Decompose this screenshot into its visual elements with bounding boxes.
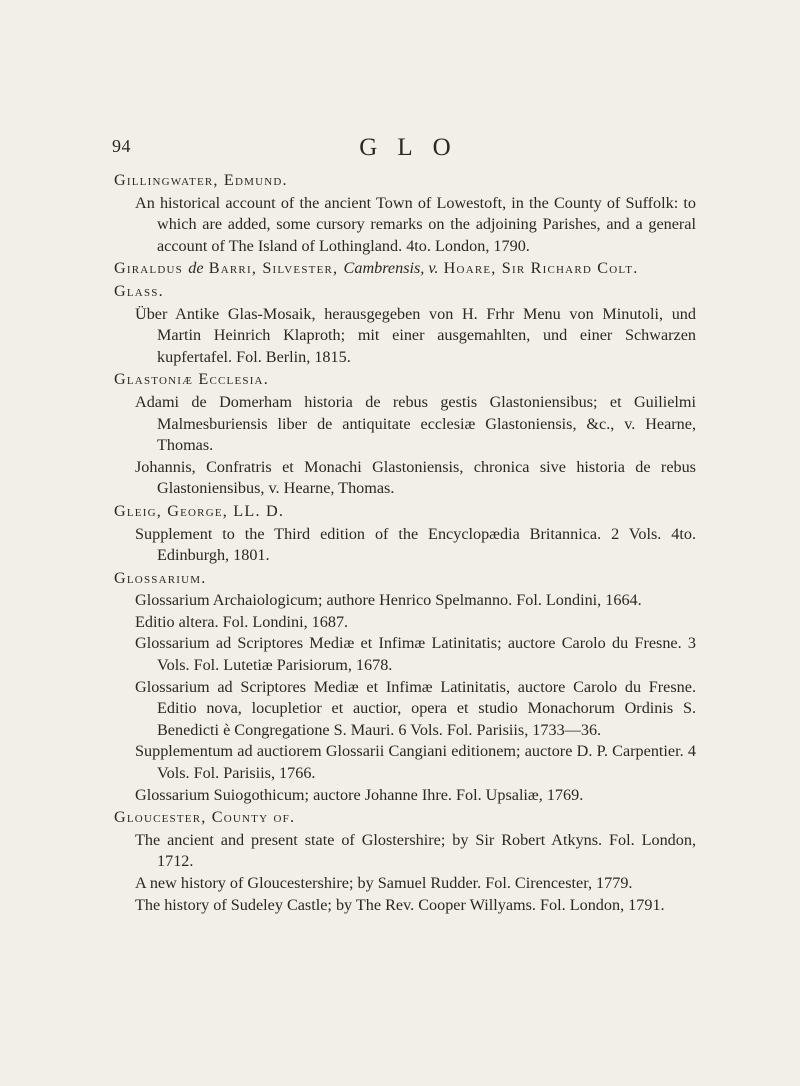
entry-heading: Glossarium. bbox=[114, 568, 207, 587]
entry-heading: Glass. bbox=[114, 281, 164, 300]
entry-item: An historical account of the ancient Town of Lowestoft, in the County of Suffolk: to which are added, some cursory remarks on the adjoining Parishes, and a general account of The Island of Lothingland. 4to. London, 1790. bbox=[135, 193, 696, 255]
heading-part: Barri, Silvester, bbox=[203, 259, 344, 278]
entry-glossarium bbox=[114, 568, 696, 807]
entry-item: A new history of Gloucestershire; by Samuel Rudder. Fol. Cirencester, 1779. bbox=[135, 874, 633, 892]
page-header bbox=[112, 136, 688, 166]
entry-glastoniae bbox=[114, 369, 696, 500]
entry-item: Editio altera. Fol. Londini, 1687. bbox=[135, 612, 349, 631]
heading-part-italic: Cambrensis, v. bbox=[343, 259, 439, 278]
entry-heading: Gleig, George, LL. D. bbox=[114, 501, 285, 520]
entry-item: Glossarium ad Scriptores Mediæ et Infimæ Latinitatis, auctore Carolo du Fresne. Editio nova, locupletior et auctior, opera et studio Monachorum Ordinis S. Benedicti è Congregatione S. Mauri. 6 Vols. Fol. Parisiis, 1733—36. bbox=[135, 677, 696, 739]
entry-item: Glossarium Archaiologicum; authore Henrico Spelmanno. Fol. Londini, 1664. bbox=[135, 591, 642, 610]
heading-part: Hoare, Sir Richard Colt. bbox=[438, 259, 639, 278]
entry-item: Johannis, Confratris et Monachi Glastoniensis, chronica sive historia de rebus Glastoniensibus, v. Hearne, Thomas. bbox=[135, 457, 696, 498]
entry-heading: Glastoniæ Ecclesia. bbox=[114, 370, 269, 389]
entry-item: Glossarium Suiogothicum; auctore Johanne Ihre. Fol. Upsaliæ, 1769. bbox=[135, 785, 584, 804]
entry-gleig bbox=[114, 501, 696, 567]
entry-item: Supplement to the Third edition of the Encyclopædia Britannica. 2 Vols. 4to. Edinburgh, 1801. bbox=[135, 524, 696, 565]
entry-list bbox=[114, 169, 696, 916]
entry-item: The ancient and present state of Glostershire; by Sir Robert Atkyns. Fol. London, 1712. bbox=[135, 830, 696, 871]
entry-gillingwater bbox=[114, 170, 696, 257]
running-head: GLO bbox=[359, 134, 471, 161]
entry-giraldus bbox=[114, 258, 696, 280]
entry-item: The history of Sudeley Castle; by The Rev. Cooper Willyams. Fol. London, 1791. bbox=[135, 895, 665, 914]
entry-heading bbox=[114, 258, 696, 280]
entry-item: Glossarium ad Scriptores Mediæ et Infimæ Latinitatis; auctore Carolo du Fresne. 3 Vols. Fol. Lutetiæ Parisiorum, 1678. bbox=[135, 634, 696, 675]
entry-gloucester bbox=[114, 807, 696, 916]
entry-glass bbox=[114, 281, 696, 368]
heading-part-italic: de bbox=[188, 259, 204, 278]
entry-heading: Gillingwater, Edmund. bbox=[114, 171, 288, 189]
entry-item: Supplementum ad auctiorem Glossarii Cangiani editionem; auctore D. P. Carpentier. 4 Vols. Fol. Parisiis, 1766. bbox=[135, 742, 696, 783]
entry-item: Adami de Domerham historia de rebus gestis Glastoniensibus; et Guilielmi Malmesburiensis liber de antiquitate ecclesiæ Glastoniensis, &c., v. Hearne, Thomas. bbox=[135, 392, 696, 455]
entry-item: Über Antike Glas-Mosaik, herausgegeben von H. Frhr Menu von Minutoli, und Martin Heinrich Klaproth; mit einer ausgemahlten, und einer Schwarzen kupfertafel. Fol. Berlin, 1815. bbox=[135, 304, 696, 366]
heading-part: Giraldus bbox=[114, 259, 189, 278]
entry-heading: Gloucester, County of. bbox=[114, 808, 296, 827]
page-number: 94 bbox=[112, 136, 131, 156]
